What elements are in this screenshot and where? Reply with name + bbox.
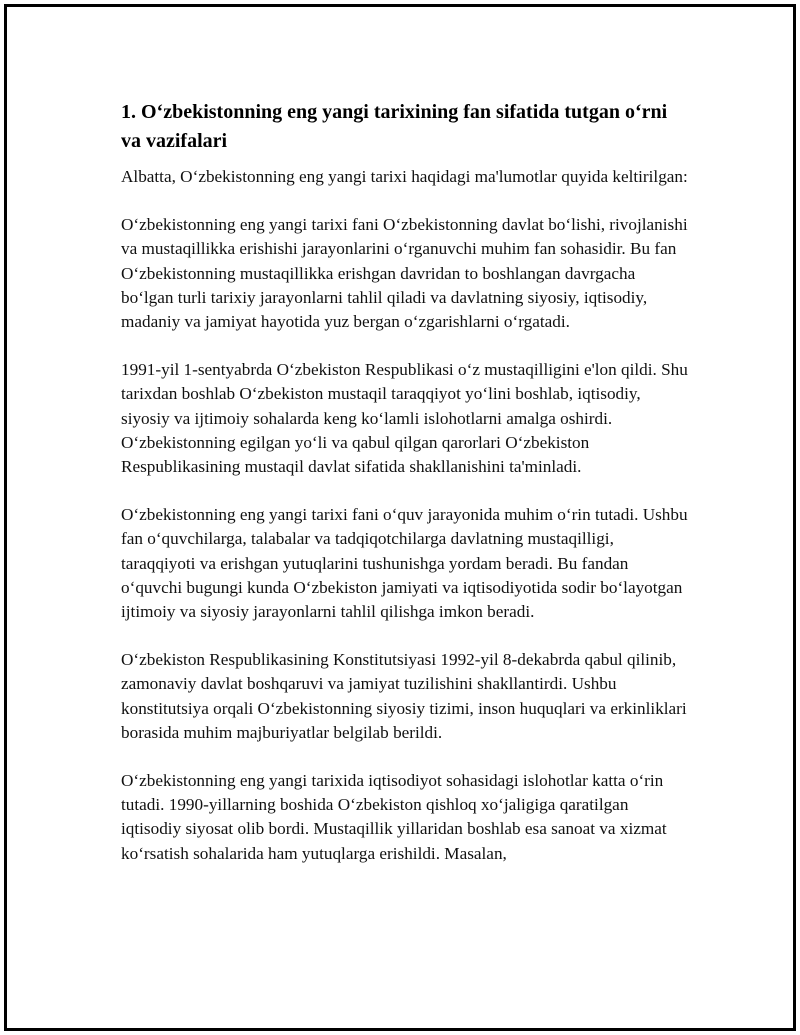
paragraph-education: O‘zbekistonning eng yangi tarixi fani o‘quv jarayonida muhim o‘rin tutadi. Ushbu fan o‘quvchilarga, talabalar va tadqiqotchilarga davlatning mustaqilligi, taraqqiyoti va erishgan yutuqlarini tushunishga yordam beradi. Bu fandan o‘quvchi bugungi kunda O‘zbekiston jamiyati va iqtisodiyotida sodir bo‘layotgan ijtimoiy va siyosiy jarayonlarni tahlil qilishga imkon beradi.	[121, 505, 688, 622]
document-page	[4, 4, 796, 1031]
paragraph-overview: O‘zbekistonning eng yangi tarixi fani O‘zbekistonning davlat bo‘lishi, rivojlanishi va mustaqillikka erishishi jarayonlarini o‘rganuvchi muhim fan sohasidir. Bu fan O‘zbekistonning mustaqillikka erishgan davridan to boshlangan davrgacha bo‘lgan turli tarixiy jarayonlarni tahlil qiladi va davlatning siyosiy, iqtisodiy, madaniy va jamiyat hayotida yuz bergan o‘zgarishlarni o‘rgatadi.	[121, 215, 688, 332]
paragraph-economy: O‘zbekistonning eng yangi tarixida iqtisodiyot sohasidagi islohotlar katta o‘rin tutadi. 1990-yillarning boshida O‘zbekiston qishloq xo‘jaligiga qaratilgan iqtisodiy siyosat olib bordi. Mustaqillik yillaridan boshlab esa sanoat va xizmat ko‘rsatish sohalarida ham yutuqlarga erishildi. Masalan,	[121, 771, 667, 863]
section-heading: 1. O‘zbekistonning eng yangi tarixining fan sifatida tutgan o‘rni va vazifalari	[121, 101, 668, 152]
document-body	[121, 98, 691, 890]
paragraph-independence: 1991-yil 1-sentyabrda O‘zbekiston Respublikasi o‘z mustaqilligini e'lon qildi. Shu tarixdan boshlab O‘zbekiston mustaqil taraqqiyot yo‘lini boshlab, iqtisodiy, siyosiy va ijtimoiy sohalarda keng ko‘lamli islohotlarni amalga oshirdi. O‘zbekistonning egilgan yo‘li va qabul qilgan qarorlari O‘zbekiston Respublikasining mustaqil davlat sifatida shakllanishini ta'minladi.	[121, 360, 688, 477]
paragraph-intro: Albatta, O‘zbekistonning eng yangi tarixi haqidagi ma'lumotlar quyida keltirilgan:	[121, 167, 688, 186]
paragraph-constitution: O‘zbekiston Respublikasining Konstitutsiyasi 1992-yil 8-dekabrda qabul qilinib, zamonaviy davlat boshqaruvi va jamiyat tuzilishini shakllantirdi. Ushbu konstitutsiya orqali O‘zbekistonning siyosiy tizimi, inson huquqlari va erkinliklari borasida muhim majburiyatlar belgilab berildi.	[121, 650, 687, 742]
